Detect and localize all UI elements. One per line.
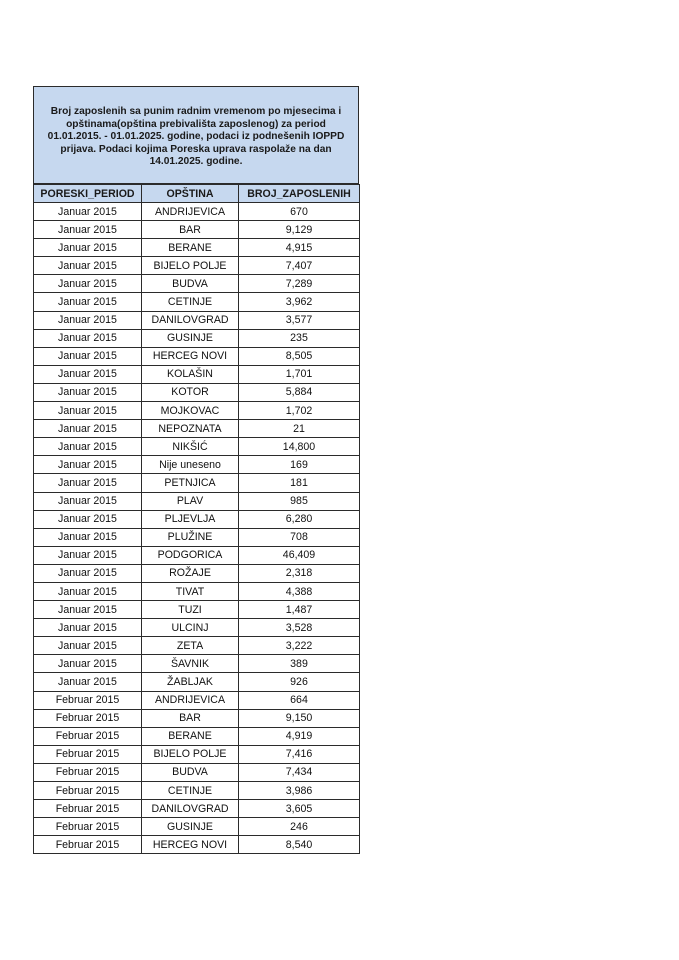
employee-count-cell: 3,222: [239, 637, 360, 655]
table-row: [34, 365, 360, 383]
municipality-cell: ŽABLJAK: [142, 673, 239, 691]
period-cell: Februar 2015: [34, 818, 142, 836]
employee-count-cell: 21: [239, 420, 360, 438]
period-cell: Januar 2015: [34, 564, 142, 582]
table-body: [34, 203, 360, 854]
period-cell: Januar 2015: [34, 347, 142, 365]
municipality-cell: GUSINJE: [142, 329, 239, 347]
employee-count-cell: 5,884: [239, 383, 360, 401]
table-row: [34, 528, 360, 546]
municipality-cell: PODGORICA: [142, 546, 239, 564]
period-cell: Januar 2015: [34, 510, 142, 528]
table-row: [34, 637, 360, 655]
municipality-cell: BUDVA: [142, 763, 239, 781]
table-row: [34, 655, 360, 673]
table-row: [34, 329, 360, 347]
period-cell: Januar 2015: [34, 221, 142, 239]
employee-count-cell: 3,962: [239, 293, 360, 311]
period-cell: Februar 2015: [34, 782, 142, 800]
employee-count-cell: 235: [239, 329, 360, 347]
municipality-cell: TUZI: [142, 601, 239, 619]
period-cell: Januar 2015: [34, 365, 142, 383]
period-cell: Februar 2015: [34, 763, 142, 781]
period-cell: Januar 2015: [34, 383, 142, 401]
municipality-cell: CETINJE: [142, 293, 239, 311]
municipality-cell: KOTOR: [142, 383, 239, 401]
period-cell: Januar 2015: [34, 402, 142, 420]
municipality-cell: BUDVA: [142, 275, 239, 293]
municipality-cell: ANDRIJEVICA: [142, 203, 239, 221]
report-title: Broj zaposlenih sa punim radnim vremenom po mjesecima i opštinama(opština prebivališta zaposlenog) za period 01.01.2015. - 01.01.2025. godine, podaci iz podnešenih IOPPD prijava. Podaci kojima Poreska uprava raspolaže na dan 14.01.2025. godine.: [47, 106, 345, 168]
period-cell: Januar 2015: [34, 474, 142, 492]
municipality-cell: ANDRIJEVICA: [142, 691, 239, 709]
period-cell: Januar 2015: [34, 673, 142, 691]
table-row: [34, 727, 360, 745]
period-cell: Januar 2015: [34, 528, 142, 546]
municipality-cell: BERANE: [142, 727, 239, 745]
municipality-cell: PETNJICA: [142, 474, 239, 492]
column-header-employee-count: BROJ_ZAPOSLENIH: [239, 185, 360, 203]
table-row: [34, 818, 360, 836]
municipality-cell: BAR: [142, 709, 239, 727]
period-cell: Januar 2015: [34, 619, 142, 637]
period-cell: Januar 2015: [34, 311, 142, 329]
table-row: [34, 239, 360, 257]
period-cell: Januar 2015: [34, 293, 142, 311]
municipality-cell: DANILOVGRAD: [142, 311, 239, 329]
employee-count-cell: 3,577: [239, 311, 360, 329]
period-cell: Januar 2015: [34, 655, 142, 673]
table-row: [34, 257, 360, 275]
employee-count-cell: 708: [239, 528, 360, 546]
table-row: [34, 203, 360, 221]
period-cell: Januar 2015: [34, 492, 142, 510]
period-cell: Januar 2015: [34, 275, 142, 293]
period-cell: Januar 2015: [34, 420, 142, 438]
column-header-period: PORESKI_PERIOD: [34, 185, 142, 203]
table-row: [34, 601, 360, 619]
municipality-cell: Nije uneseno: [142, 456, 239, 474]
municipality-cell: BIJELO POLJE: [142, 257, 239, 275]
table-row: [34, 221, 360, 239]
municipality-cell: PLAV: [142, 492, 239, 510]
municipality-cell: ZETA: [142, 637, 239, 655]
employee-count-cell: 389: [239, 655, 360, 673]
table-row: [34, 510, 360, 528]
employee-count-cell: 8,540: [239, 836, 360, 854]
table-header-row: [34, 185, 360, 203]
municipality-cell: CETINJE: [142, 782, 239, 800]
municipality-cell: BERANE: [142, 239, 239, 257]
municipality-cell: GUSINJE: [142, 818, 239, 836]
employee-count-cell: 1,702: [239, 402, 360, 420]
period-cell: Januar 2015: [34, 203, 142, 221]
period-cell: Januar 2015: [34, 239, 142, 257]
employee-count-cell: 9,150: [239, 709, 360, 727]
employee-count-cell: 7,289: [239, 275, 360, 293]
municipality-cell: KOLAŠIN: [142, 365, 239, 383]
table-row: [34, 745, 360, 763]
period-cell: Januar 2015: [34, 438, 142, 456]
table-row: [34, 709, 360, 727]
employee-count-cell: 4,919: [239, 727, 360, 745]
employee-count-cell: 9,129: [239, 221, 360, 239]
table-row: [34, 293, 360, 311]
period-cell: Februar 2015: [34, 709, 142, 727]
table-row: [34, 782, 360, 800]
municipality-cell: ULCINJ: [142, 619, 239, 637]
municipality-cell: BIJELO POLJE: [142, 745, 239, 763]
employee-count-cell: 985: [239, 492, 360, 510]
employee-count-cell: 3,605: [239, 800, 360, 818]
period-cell: Februar 2015: [34, 745, 142, 763]
table-row: [34, 456, 360, 474]
employee-count-cell: 670: [239, 203, 360, 221]
employee-count-cell: 246: [239, 818, 360, 836]
period-cell: Januar 2015: [34, 582, 142, 600]
municipality-cell: ROŽAJE: [142, 564, 239, 582]
employee-count-cell: 181: [239, 474, 360, 492]
period-cell: Februar 2015: [34, 800, 142, 818]
employee-count-cell: 926: [239, 673, 360, 691]
employee-count-cell: 14,800: [239, 438, 360, 456]
municipality-cell: HERCEG NOVI: [142, 347, 239, 365]
employee-count-cell: 8,505: [239, 347, 360, 365]
table-row: [34, 275, 360, 293]
table-row: [34, 619, 360, 637]
period-cell: Februar 2015: [34, 727, 142, 745]
municipality-cell: PLJEVLJA: [142, 510, 239, 528]
municipality-cell: MOJKOVAC: [142, 402, 239, 420]
table-row: [34, 347, 360, 365]
municipality-cell: PLUŽINE: [142, 528, 239, 546]
municipality-cell: NEPOZNATA: [142, 420, 239, 438]
employee-count-cell: 1,701: [239, 365, 360, 383]
period-cell: Januar 2015: [34, 329, 142, 347]
report-title-box: [33, 86, 359, 184]
table-row: [34, 763, 360, 781]
employee-count-cell: 7,407: [239, 257, 360, 275]
employees-table: [33, 184, 360, 854]
employee-count-cell: 1,487: [239, 601, 360, 619]
municipality-cell: DANILOVGRAD: [142, 800, 239, 818]
period-cell: Februar 2015: [34, 691, 142, 709]
report-sheet: [33, 86, 359, 854]
period-cell: Januar 2015: [34, 456, 142, 474]
table-row: [34, 420, 360, 438]
period-cell: Januar 2015: [34, 601, 142, 619]
table-row: [34, 438, 360, 456]
municipality-cell: HERCEG NOVI: [142, 836, 239, 854]
table-row: [34, 311, 360, 329]
employee-count-cell: 3,986: [239, 782, 360, 800]
employee-count-cell: 169: [239, 456, 360, 474]
table-row: [34, 582, 360, 600]
employee-count-cell: 46,409: [239, 546, 360, 564]
period-cell: Januar 2015: [34, 257, 142, 275]
employee-count-cell: 6,280: [239, 510, 360, 528]
table-row: [34, 836, 360, 854]
period-cell: Januar 2015: [34, 546, 142, 564]
employee-count-cell: 664: [239, 691, 360, 709]
municipality-cell: TIVAT: [142, 582, 239, 600]
employee-count-cell: 4,388: [239, 582, 360, 600]
employee-count-cell: 2,318: [239, 564, 360, 582]
table-row: [34, 673, 360, 691]
table-row: [34, 383, 360, 401]
table-row: [34, 492, 360, 510]
municipality-cell: BAR: [142, 221, 239, 239]
municipality-cell: ŠAVNIK: [142, 655, 239, 673]
table-row: [34, 691, 360, 709]
period-cell: Februar 2015: [34, 836, 142, 854]
table-row: [34, 564, 360, 582]
employee-count-cell: 4,915: [239, 239, 360, 257]
table-row: [34, 546, 360, 564]
employee-count-cell: 7,434: [239, 763, 360, 781]
municipality-cell: NIKŠIĆ: [142, 438, 239, 456]
column-header-municipality: OPŠTINA: [142, 185, 239, 203]
table-row: [34, 474, 360, 492]
employee-count-cell: 3,528: [239, 619, 360, 637]
period-cell: Januar 2015: [34, 637, 142, 655]
employee-count-cell: 7,416: [239, 745, 360, 763]
table-row: [34, 402, 360, 420]
table-row: [34, 800, 360, 818]
